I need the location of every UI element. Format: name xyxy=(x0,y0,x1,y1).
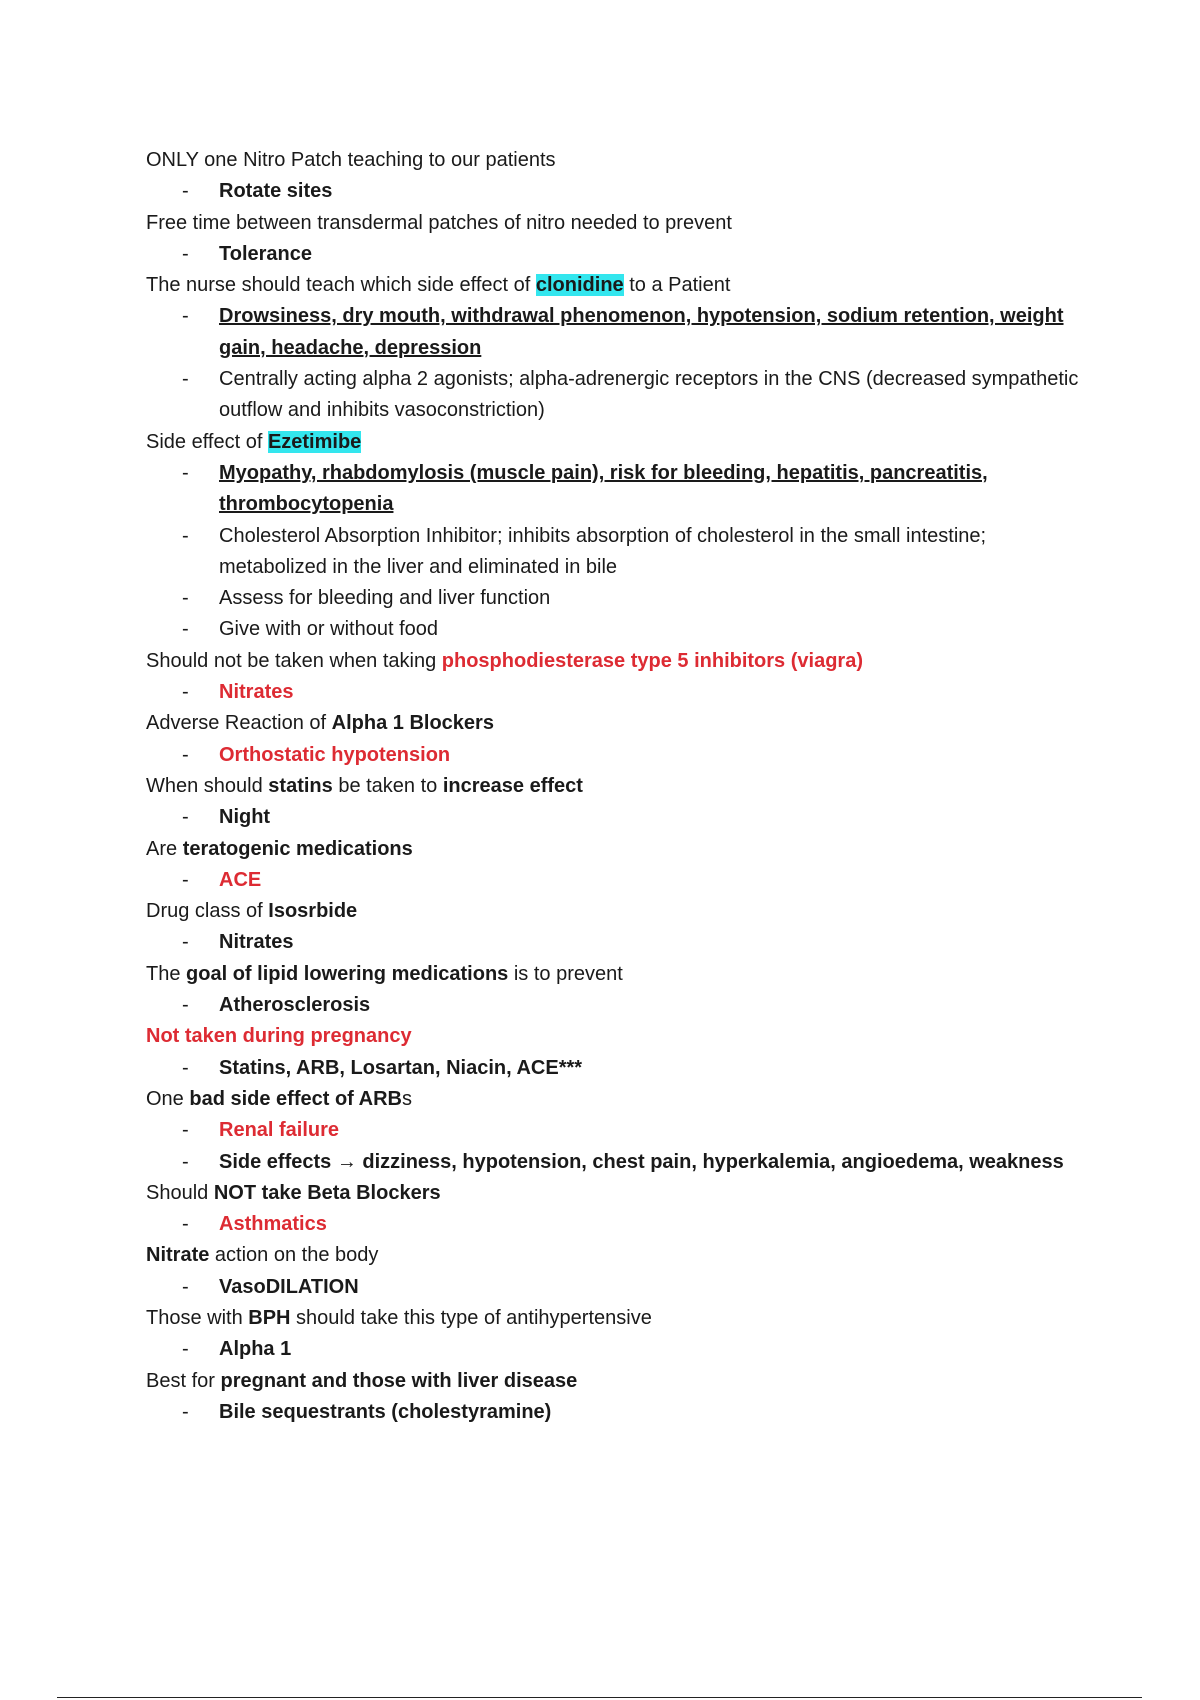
answer-orthostatic-hypotension: - Orthostatic hypotension xyxy=(146,740,1096,771)
answer-atherosclerosis: - Atherosclerosis xyxy=(146,990,1096,1021)
answer-bile-sequestrants: - Bile sequestrants (cholestyramine) xyxy=(146,1397,1096,1428)
note-ezetimibe-food: - Give with or without food xyxy=(146,614,1096,645)
answer-tolerance: - Tolerance xyxy=(146,239,1096,270)
question-pregnancy: Not taken during pregnancy xyxy=(146,1025,412,1048)
answer-ezetimibe-side-effects: - Myopathy, rhabdomylosis (muscle pain), risk for bleeding, hepatitis, pancreatitis, thrombocytopenia xyxy=(146,458,1096,521)
bullet-dash: - xyxy=(182,618,189,641)
answer-vasodilation: - VasoDILATION xyxy=(146,1272,1096,1303)
question-isosorbide-class: Drug class of Isosrbide xyxy=(146,900,358,923)
question-free-time: Free time between transdermal patches of nitro needed to prevent xyxy=(146,211,732,234)
answer-arb-side-effects: - Side effects → dizziness, hypotension, chest pain, hyperkalemia, angioedema, weakness xyxy=(146,1147,1096,1178)
bullet-dash: - xyxy=(182,868,189,891)
question-statins-timing: When should statins be taken to increase effect xyxy=(146,774,583,797)
bullet-dash: - xyxy=(182,1400,189,1423)
bullet-dash: - xyxy=(182,1056,189,1079)
question-pregnant-liver: Best for pregnant and those with liver disease xyxy=(146,1369,578,1392)
bullet-dash: - xyxy=(182,1119,189,1142)
question-ezetimibe: Side effect of Ezetimibe xyxy=(146,430,362,453)
bullet-dash: - xyxy=(182,994,189,1017)
question-alpha1-adverse: Adverse Reaction of Alpha 1 Blockers xyxy=(146,712,494,735)
answer-nitrates-red: - Nitrates xyxy=(146,677,1096,708)
note-clonidine-mechanism: - Centrally acting alpha 2 agonists; alpha-adrenergic receptors in the CNS (decreased sympathetic outflow and inhibits vasoconstriction) xyxy=(146,364,1096,427)
question-nitro-patch: ONLY one Nitro Patch teaching to our patients xyxy=(146,149,556,171)
note-ezetimibe-mechanism: - Cholesterol Absorption Inhibitor; inhibits absorption of cholesterol in the small intestine; metabolized in the liver and eliminated in bile xyxy=(146,521,1096,584)
question-pde5: Should not be taken when taking phosphodiesterase type 5 inhibitors (viagra) xyxy=(146,649,863,672)
highlight-clonidine: clonidine xyxy=(535,274,624,297)
question-beta-blockers: Should NOT take Beta Blockers xyxy=(146,1181,441,1204)
bullet-dash: - xyxy=(182,681,189,704)
bullet-dash: - xyxy=(182,931,189,954)
bullet-dash: - xyxy=(182,305,189,328)
answer-nitrates: - Nitrates xyxy=(146,927,1096,958)
answer-ace: - ACE xyxy=(146,865,1096,896)
question-clonidine: The nurse should teach which side effect of clonidine to a Patient xyxy=(146,274,731,297)
question-nitrate-action: Nitrate action on the body xyxy=(146,1244,379,1267)
answer-alpha1: - Alpha 1 xyxy=(146,1334,1096,1365)
answer-pregnancy-drugs: - Statins, ARB, Losartan, Niacin, ACE*** xyxy=(146,1053,1096,1084)
bullet-dash: - xyxy=(182,806,189,829)
bullet-dash: - xyxy=(182,1150,189,1173)
bullet-dash: - xyxy=(182,180,189,203)
bullet-dash: - xyxy=(182,242,189,265)
note-ezetimibe-assess: - Assess for bleeding and liver function xyxy=(146,583,1096,614)
bullet-dash: - xyxy=(182,524,189,547)
bullet-dash: - xyxy=(182,743,189,766)
bullet-dash: - xyxy=(182,1213,189,1236)
question-bph: Those with BPH should take this type of antihypertensive xyxy=(146,1306,652,1329)
question-lipid-goal: The goal of lipid lowering medications is to prevent xyxy=(146,962,623,985)
page-bottom-rule xyxy=(57,1697,1142,1698)
bullet-dash: - xyxy=(182,1338,189,1361)
highlight-ezetimibe: Ezetimibe xyxy=(267,430,362,453)
answer-asthmatics: - Asthmatics xyxy=(146,1209,1096,1240)
bullet-dash: - xyxy=(182,461,189,484)
question-arb-side-effect: One bad side effect of ARBs xyxy=(146,1087,412,1110)
study-notes xyxy=(146,145,1096,1428)
bullet-dash: - xyxy=(182,587,189,610)
answer-night: - Night xyxy=(146,802,1096,833)
answer-renal-failure: - Renal failure xyxy=(146,1115,1096,1146)
question-teratogenic: Are teratogenic medications xyxy=(146,837,413,860)
bullet-dash: - xyxy=(182,1275,189,1298)
bullet-dash: - xyxy=(182,368,189,391)
answer-rotate-sites: - Rotate sites xyxy=(146,176,1096,207)
answer-clonidine-side-effects: - Drowsiness, dry mouth, withdrawal phenomenon, hypotension, sodium retention, weight gain, headache, depression xyxy=(146,301,1096,364)
